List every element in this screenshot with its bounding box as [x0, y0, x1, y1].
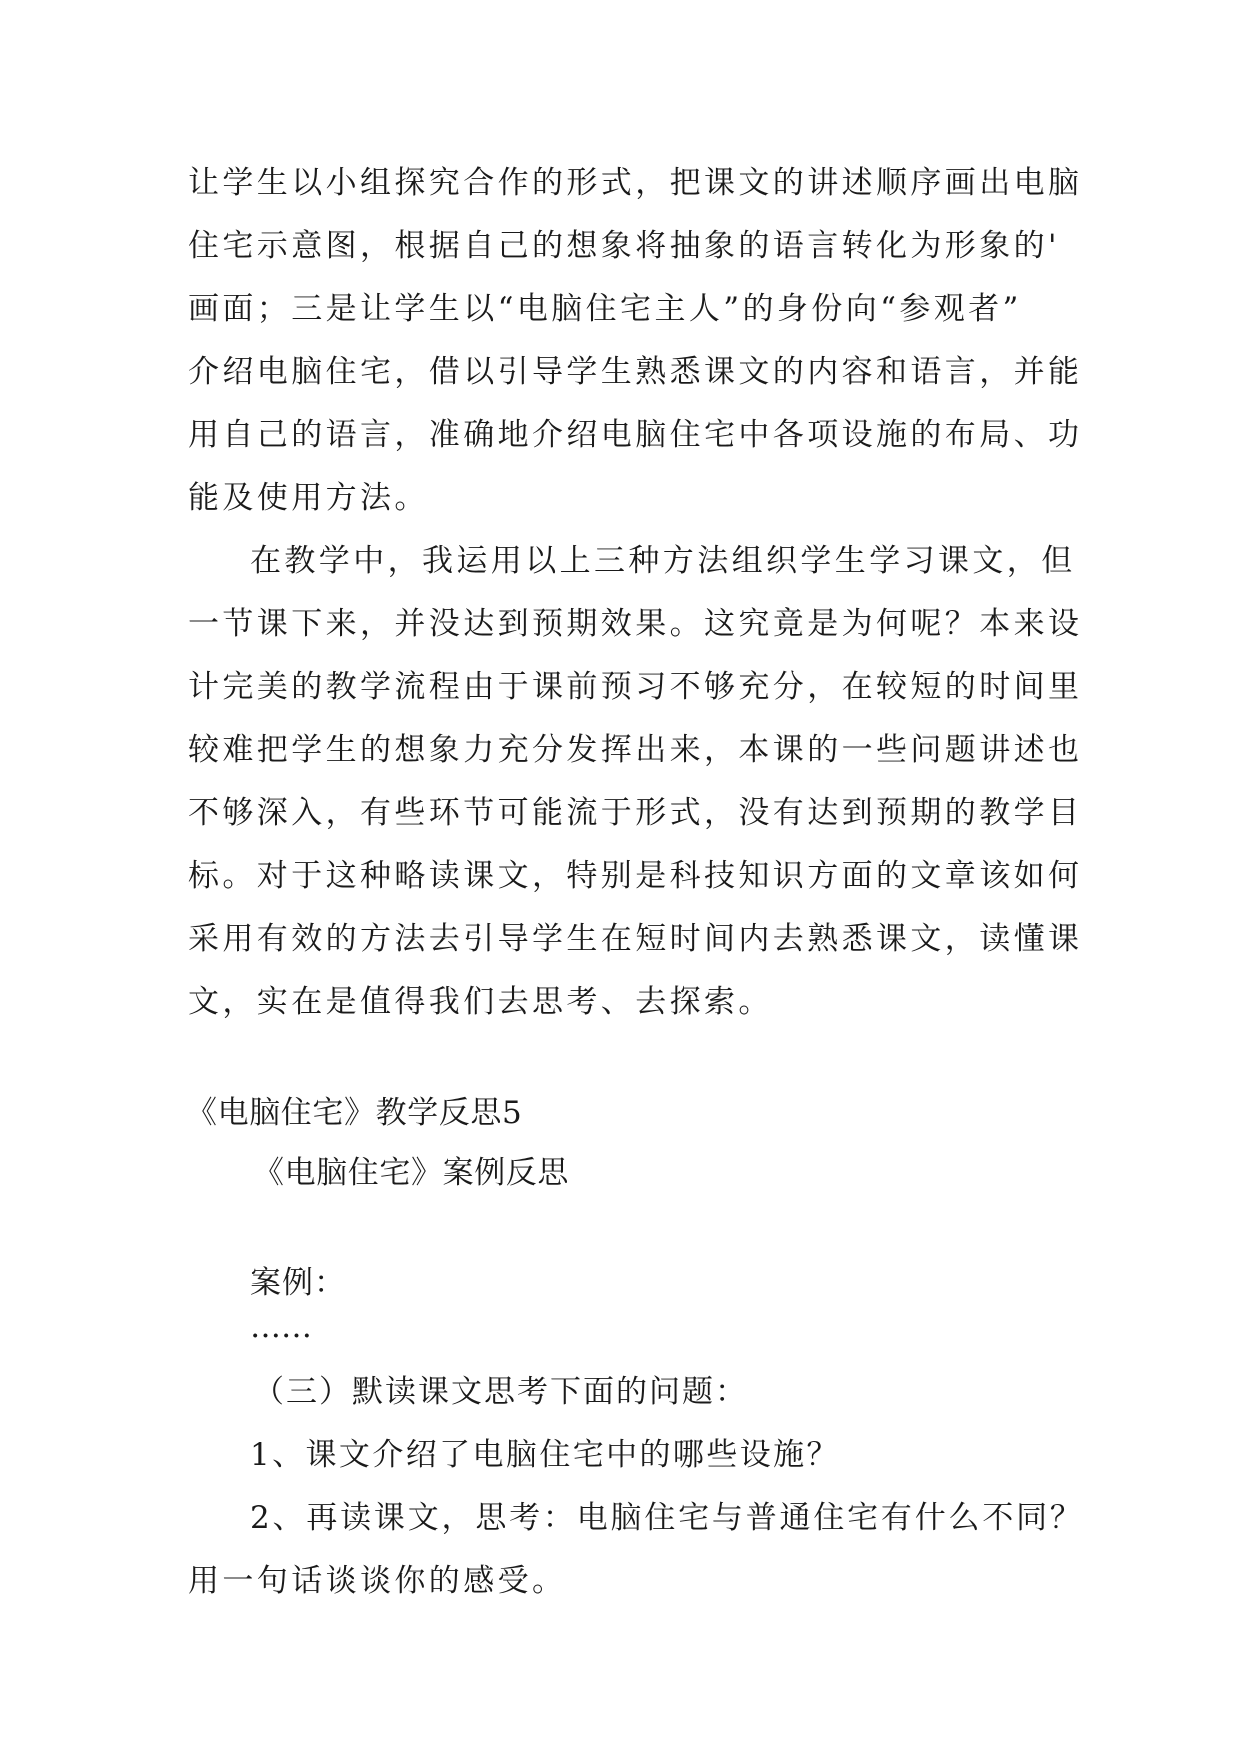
- text-line: 在教学中，我运用以上三种方法组织学生学习课文，但: [250, 543, 1076, 579]
- section-title: 《电脑住宅》教学反思5: [186, 1095, 523, 1131]
- text-line: 住宅示意图，根据自己的想象将抽象的语言转化为形象的': [188, 228, 1060, 264]
- question-heading: （三）默读课文思考下面的问题：: [253, 1374, 748, 1410]
- text-line: 画面；三是让学生以“电脑住宅主人”的身份向“参观者”: [188, 291, 1022, 327]
- text-line: 一节课下来，并没达到预期效果。这究竟是为何呢？本来设: [188, 606, 1083, 642]
- text-line: 标。对于这种略读课文，特别是科技知识方面的文章该如何: [188, 858, 1083, 894]
- section-subtitle: 《电脑住宅》案例反思: [253, 1155, 569, 1191]
- text-line: 计完美的教学流程由于课前预习不够充分，在较短的时间里: [188, 669, 1083, 705]
- ellipsis: ……: [250, 1309, 312, 1345]
- question-2: 2、再读课文，思考：电脑住宅与普通住宅有什么不同？: [250, 1500, 1084, 1536]
- text-line: 采用有效的方法去引导学生在短时间内去熟悉课文，读懂课: [188, 921, 1083, 957]
- case-label: 案例：: [250, 1265, 346, 1301]
- text-line: 介绍电脑住宅，借以引导学生熟悉课文的内容和语言，并能: [188, 354, 1083, 390]
- text-line: 不够深入，有些环节可能流于形式，没有达到预期的教学目: [188, 795, 1083, 831]
- text-line: 较难把学生的想象力充分发挥出来，本课的一些问题讲述也: [188, 732, 1083, 768]
- text-line: 能及使用方法。: [188, 480, 429, 516]
- text-line: 用自己的语言，准确地介绍电脑住宅中各项设施的布局、功: [188, 417, 1083, 453]
- text-line: 让学生以小组探究合作的形式，把课文的讲述顺序画出电脑: [188, 165, 1083, 201]
- question-2-continued: 用一句话谈谈你的感受。: [188, 1563, 567, 1599]
- text-line: 文，实在是值得我们去思考、去探索。: [188, 984, 773, 1020]
- question-1: 1、课文介绍了电脑住宅中的哪些设施？: [250, 1437, 840, 1473]
